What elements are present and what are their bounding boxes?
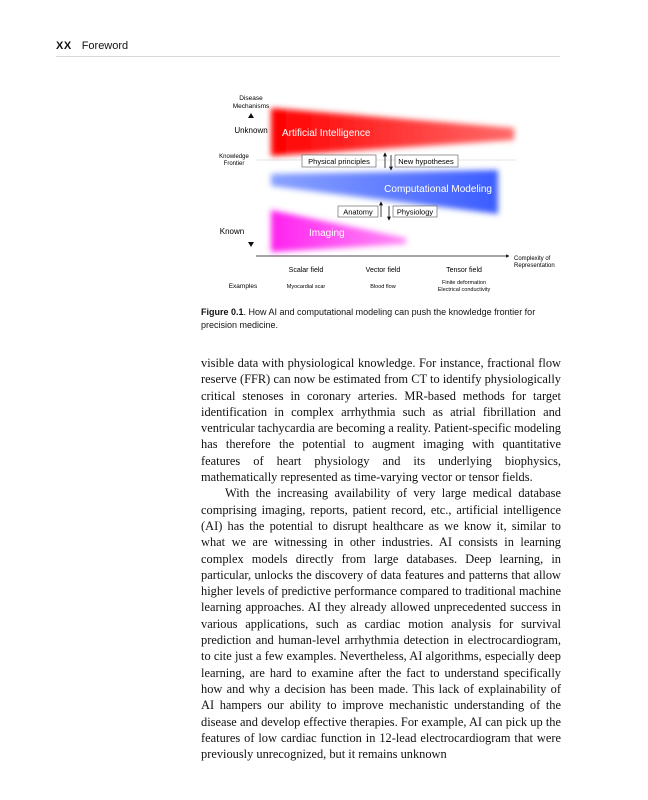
figure-caption — [201, 306, 561, 331]
field-scalar: Scalar field — [288, 267, 324, 274]
up-arrow-icon — [248, 113, 254, 118]
figure-svg — [196, 92, 568, 302]
box-physiology-label: Physiology — [396, 207, 434, 217]
axis-label-1: Complexity of — [514, 256, 551, 262]
example-blood-flow: Blood flow — [370, 284, 396, 290]
box-physical-principles-label: Physical principles — [308, 157, 370, 166]
caption-label: Figure 0.1 — [201, 307, 244, 317]
example-myocardial-scar: Myocardial scar — [286, 284, 326, 290]
figure-diagram — [196, 92, 568, 302]
caption-text: . How AI and computational modeling can push the knowledge frontier for precision medicine. — [201, 307, 536, 330]
field-tensor: Tensor field — [446, 267, 482, 274]
label-disease: Disease — [239, 95, 263, 102]
example-finite-deformation: Finite deformation — [441, 280, 487, 286]
page-number: XX — [56, 40, 72, 52]
paragraph-1: visible data with physiological knowledge. For instance, fractional flow reserve (FFR) can now be estimated from CT to identify physiologically critical stenoses in coronary arteries. MR-based methods for target identification in complex arrhythmia such as atrial fibrillation and ventricular tachycardia are becoming a reality. Patient-specific modeling has therefore the potential to augment imaging with quantitative features of heart physiology and its underlying biophysics, mathematically represented as time-varying vector or tensor fields. — [201, 356, 561, 485]
modeling-band-label: Computational Modeling — [384, 184, 492, 195]
label-mechanisms: Mechanisms — [232, 103, 270, 110]
axis-label-2: Representation — [514, 263, 555, 269]
box-new-hypotheses-label: New hypotheses — [398, 157, 454, 166]
ai-band-label: Artificial Intelligence — [282, 128, 371, 139]
box-anatomy-label: Anatomy — [343, 207, 373, 217]
imaging-band-label: Imaging — [309, 228, 345, 239]
section-title: Foreword — [81, 40, 129, 52]
label-known: Known — [219, 227, 245, 236]
label-unknown: Unknown — [234, 126, 268, 135]
examples-label: Examples — [228, 283, 258, 290]
field-vector: Vector field — [365, 267, 401, 274]
label-knowledge: Knowledge — [219, 154, 249, 160]
label-frontier: Frontier — [223, 161, 245, 167]
down-arrow-icon — [248, 242, 254, 247]
running-header — [56, 40, 560, 57]
example-electrical-conductivity: Electrical conductivity — [437, 287, 491, 293]
paragraph-2: With the increasing availability of very large medical database comprising imaging, reports, patient record, etc., artificial intelligence (AI) has the potential to disrupt healthcare as we know it, similar to what we are witnessing in other industries. AI consists in learning complex models directly from large databases. Deep learning, in particular, unlocks the discovery of data features and patterns that allow higher levels of predictive performance compared to traditional machine learning approaches. AI they already allowed unprecedented success in various applications, such as cardiac motion analysis for survival prediction and human-level arrhythmia detection in electrocardiogram, to cite just a few examples. Nevertheless, AI algorithms, especially deep learning, are hard to examine after the fact to understand specifically how and why a decision has been made. This lack of explainability of AI hampers our ability to improve mechanistic understanding of the disease and develop effective therapies. For example, AI can pick up the features of low cardiac function in 12-lead electrocardiogram that were previously unrecognized, but it remains unknown — [201, 486, 561, 762]
body-text — [201, 355, 561, 762]
